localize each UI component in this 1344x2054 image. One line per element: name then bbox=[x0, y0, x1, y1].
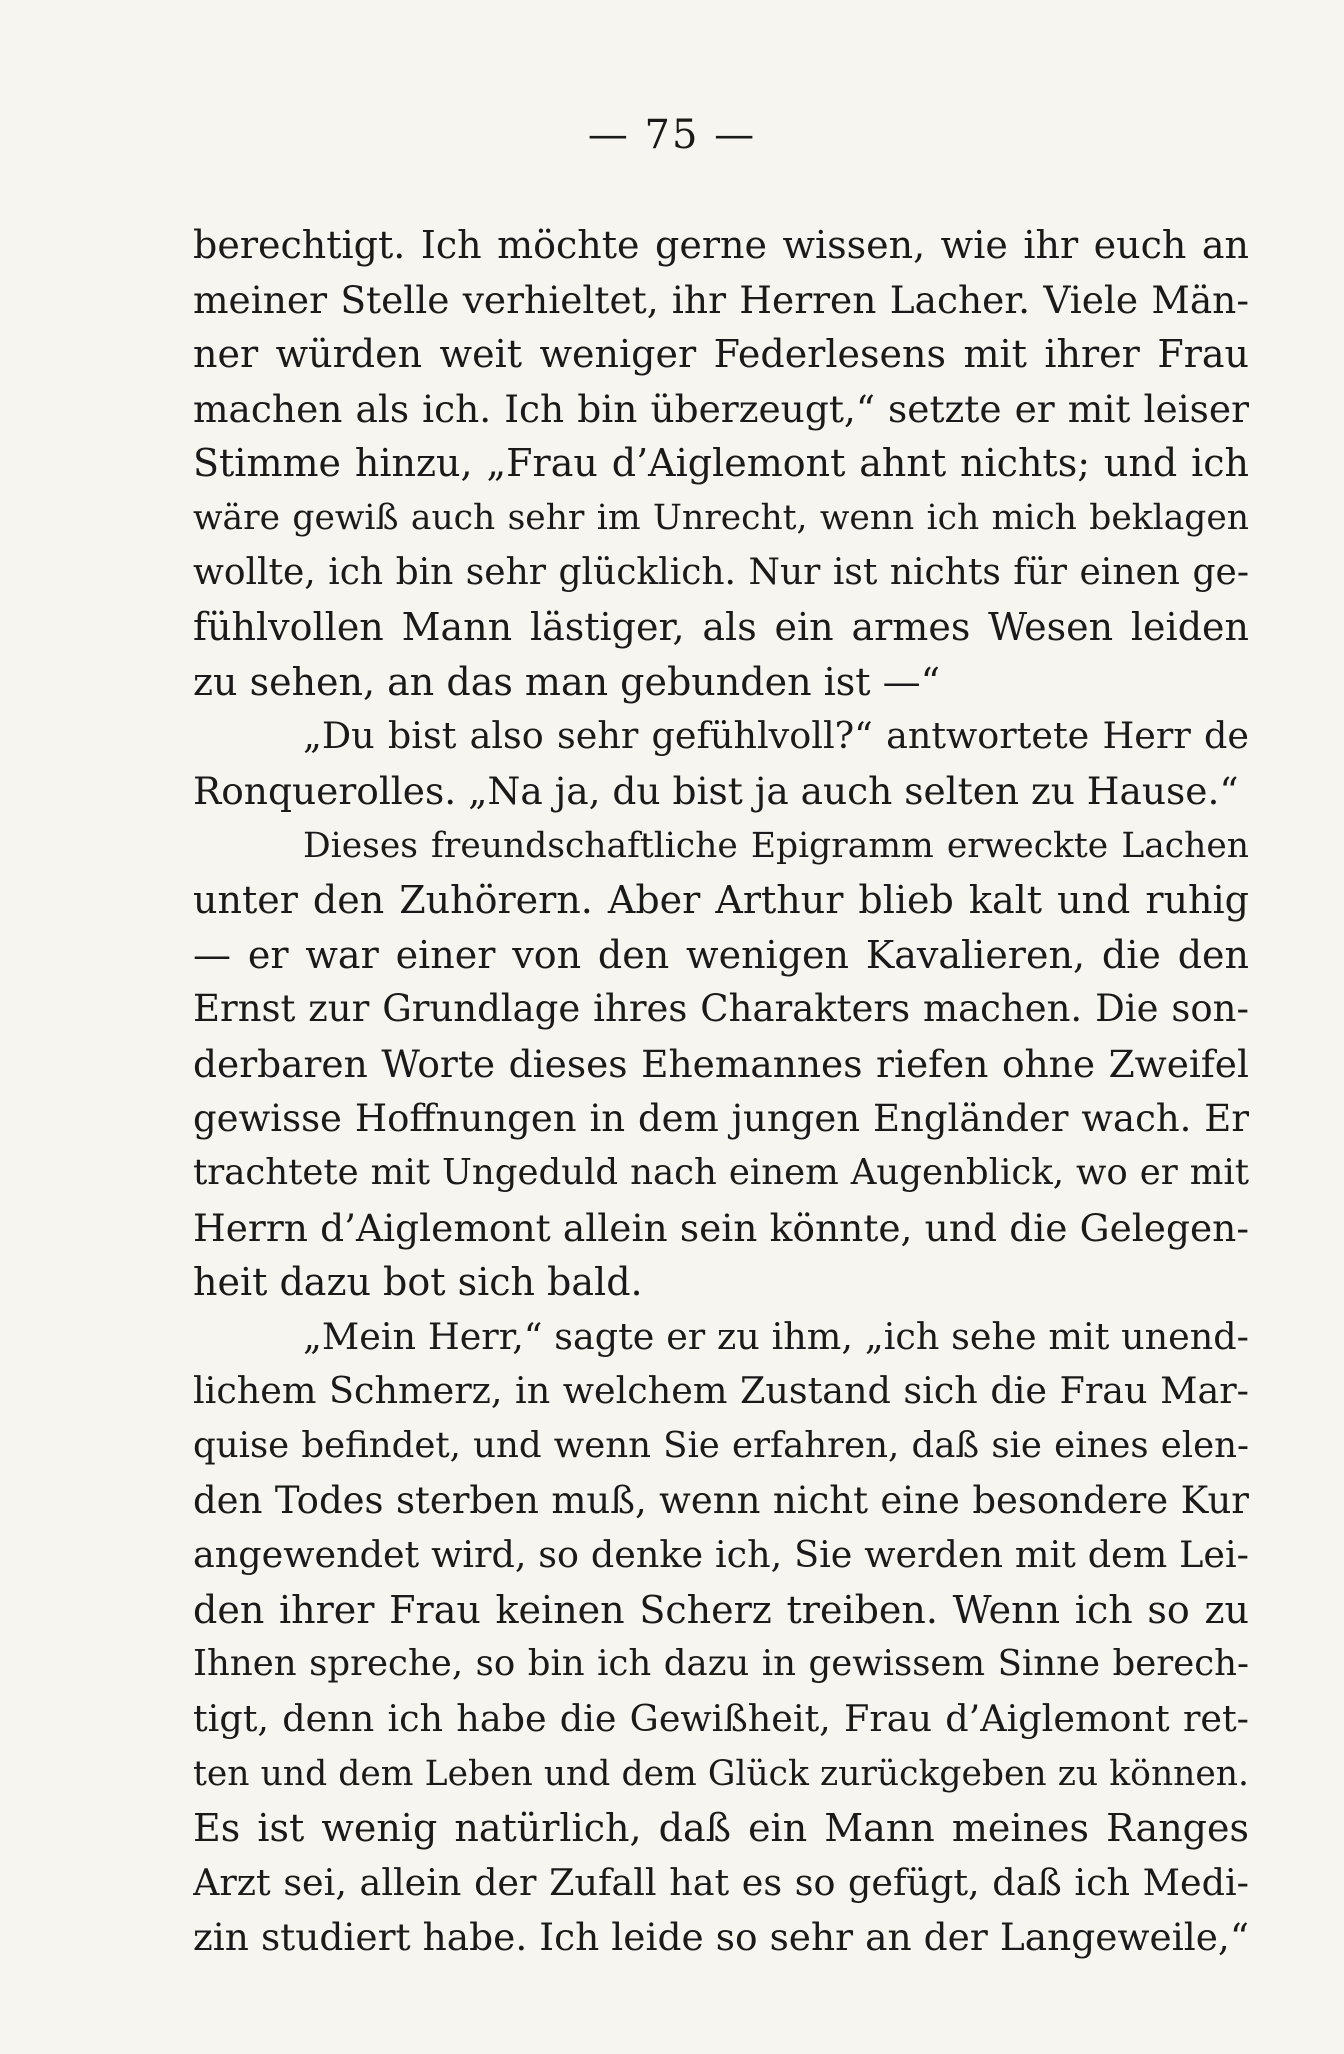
text-line: ten und dem Leben und dem Glück zurückgeben zu können. bbox=[193, 1753, 1249, 1794]
text-line: den Todes sterben muß, wenn nicht eine besondere Kur bbox=[193, 1478, 1249, 1522]
text-line: Herrn d’Aiglemont allein sein könnte, und die Gelegen- bbox=[193, 1205, 1249, 1250]
text-line: machen als ich. Ich bin überzeugt,“ setzte er mit leiser bbox=[193, 386, 1249, 431]
text-line: gewisse Hoffnungen in dem jungen Engländer wach. Er bbox=[193, 1096, 1249, 1140]
text-line: zin studiert habe. Ich leide so sehr an der Langeweile,“ bbox=[193, 1915, 1249, 1960]
body-text bbox=[193, 218, 1249, 1965]
text-line: Dieses freundschaftliche Epigramm erweckte Lachen bbox=[303, 825, 1249, 866]
text-line: „Mein Herr,“ sagte er zu ihm, „ich sehe mit unend- bbox=[303, 1314, 1249, 1358]
text-line: meiner Stelle verhieltet, ihr Herren Lacher. Viele Män- bbox=[193, 277, 1249, 322]
text-line: ner würden weit weniger Federlesens mit ihrer Frau bbox=[193, 332, 1249, 377]
text-line: lichem Schmerz, in welchem Zustand sich die Frau Mar- bbox=[193, 1369, 1249, 1413]
text-line: zu sehen, an das man gebunden ist —“ bbox=[193, 659, 941, 704]
text-line: Stimme hinzu, „Frau d’Aiglemont ahnt nichts; und ich bbox=[193, 441, 1249, 486]
text-line: Es ist wenig natürlich, daß ein Mann meines Ranges bbox=[193, 1806, 1249, 1851]
text-line: Ihnen spreche, so bin ich dazu in gewissem Sinne berech- bbox=[193, 1643, 1249, 1685]
text-line: „Du bist also sehr gefühlvoll?“ antwortete Herr de bbox=[303, 714, 1249, 758]
text-line: den ihrer Frau keinen Scherz treiben. Wenn ich so zu bbox=[193, 1587, 1249, 1632]
text-line: wäre gewiß auch sehr im Unrecht, wenn ich mich beklagen bbox=[193, 497, 1249, 538]
text-line: wollte, ich bin sehr glücklich. Nur ist nichts für einen ge- bbox=[193, 551, 1249, 593]
text-line: berechtigt. Ich möchte gerne wissen, wie ihr euch an bbox=[193, 223, 1249, 267]
text-line: tigt, denn ich habe die Gewißheit, Frau d’Aiglemont ret- bbox=[193, 1697, 1249, 1741]
text-line: angewendet wird, so denke ich, Sie werden mit dem Lei- bbox=[193, 1533, 1249, 1577]
text-line: quise befindet, und wenn Sie erfahren, daß sie eines elen- bbox=[193, 1425, 1249, 1467]
text-line: derbaren Worte dieses Ehemannes riefen ohne Zweifel bbox=[193, 1041, 1249, 1086]
page-number: — 75 — bbox=[587, 112, 757, 158]
text-line: Ronquerolles. „Na ja, du bist ja auch selten zu Hause.“ bbox=[193, 768, 1239, 813]
text-line: Ernst zur Grundlage ihres Charakters machen. Die son- bbox=[193, 987, 1249, 1031]
text-line: — er war einer von den wenigen Kavalieren, die den bbox=[193, 932, 1249, 977]
text-line: trachtete mit Ungeduld nach einem Augenblick, wo er mit bbox=[193, 1152, 1249, 1194]
text-line: fühlvollen Mann lästiger, als ein armes Wesen leiden bbox=[193, 605, 1249, 650]
text-line: unter den Zuhörern. Aber Arthur blieb kalt und ruhig bbox=[193, 878, 1249, 923]
text-line: heit dazu bot sich bald. bbox=[193, 1260, 643, 1305]
text-line: Arzt sei, allein der Zufall hat es so gefügt, daß ich Medi- bbox=[193, 1860, 1249, 1904]
